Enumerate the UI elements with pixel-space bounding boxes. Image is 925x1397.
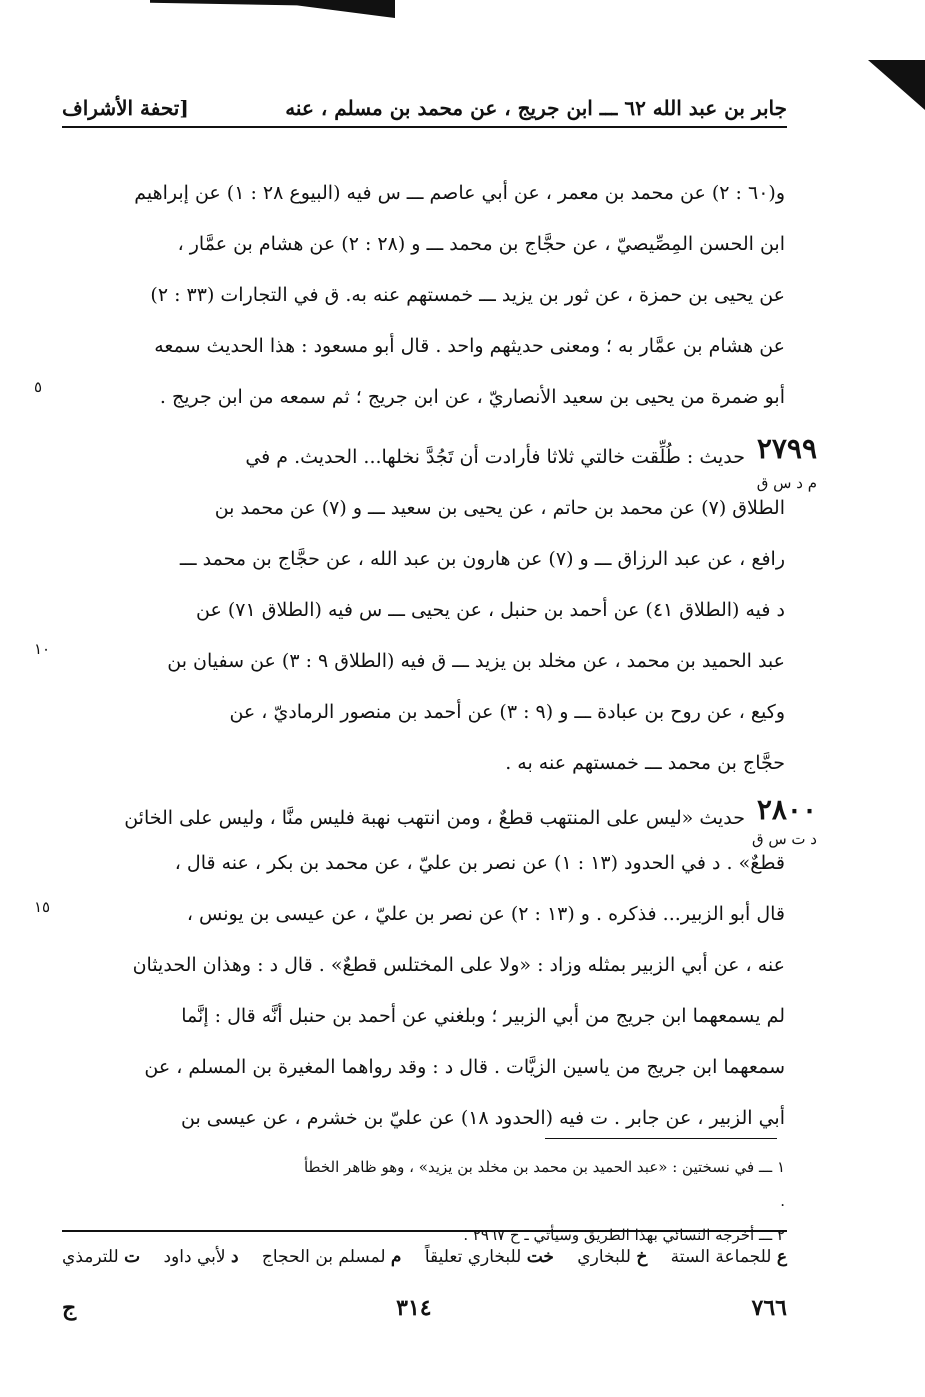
text-line: قطعٌ» . د في الحدود (١٣ : ١) عن نصر بن عليّ ، عن محمد بن بكر ، عنه قال ،: [174, 852, 785, 874]
abbreviation-item: [577, 1247, 647, 1267]
text-line: أبي الزبير ، عن جابر . ت فيه (الحدود ١٨) عن عليّ بن خشرم ، عن عيسى بن: [181, 1107, 785, 1129]
abbreviation-code: ت: [124, 1247, 141, 1267]
footer-serial-number: ٧٦٦: [751, 1295, 787, 1321]
hadith-first-line: [62, 793, 745, 844]
hadith-number: ٢٧٩٩: [756, 432, 817, 465]
abbreviation-label: للبخاري: [577, 1247, 631, 1267]
footnote: ١ ـــ في نسختين : «عبد الحميد بن محمد بن مخلد بن يزيد» ، وهو ظاهر الخطأ .: [303, 1158, 785, 1210]
text-line: عن يحيى بن حمزة ، عن ثور بن يزيد ـــ خمستهم عنه به. ق في التجارات (٣٣ : ٢): [150, 284, 785, 306]
abbreviation-label: للترمذي: [62, 1247, 119, 1267]
text-line: و(٦٠ : ٢) عن محمد بن معمر ، عن أبي عاصم ـــ س فيه (البيوع ٢٨ : ١) عن إبراهيم: [134, 182, 785, 204]
page-number: ٣١٤: [396, 1295, 432, 1321]
abbreviation-code: خ: [636, 1247, 648, 1267]
abbreviation-label: لأبي داود: [163, 1247, 226, 1267]
text-line: عنه ، عن أبي الزبير بمثله وزاد : «ولا على المختلس قطعٌ» . قال د : وهذان الحديثان: [132, 954, 785, 976]
text-line: وكيع ، عن روح بن عبادة ـــ و (٩ : ٣) عن أحمد بن منصور الرماديّ ، عن: [229, 701, 785, 723]
text-line: ابن الحسن المِصِّيصيّ ، عن حجَّاج بن محمد ـــ و (٢٨ : ٢) عن هشام بن عمَّار ،: [177, 233, 785, 255]
continuation-paragraph: [62, 168, 785, 423]
abbreviation-item: [62, 1247, 140, 1267]
abbreviation-code: د: [230, 1247, 239, 1267]
abbreviation-key: [62, 1240, 787, 1274]
running-head: [62, 90, 787, 128]
footnotes: [300, 1150, 785, 1252]
text-line: حديث : طُلِّقت خالتي ثلاثا فأرادت أن تَجُدَّ نخلها... الحديث. م في: [245, 446, 745, 468]
text-line: أبو ضمرة من يحيى بن سعيد الأنصاريّ ، عن ابن جريج ؛ ثم سمعه من ابن جريج .: [159, 386, 785, 408]
hadith-paragraph: [62, 483, 785, 789]
abbreviation-item: [671, 1247, 787, 1267]
page-footer: [62, 1290, 787, 1326]
running-head-left: [تحفة الأشراف: [62, 96, 189, 120]
hadith-first-line: [62, 432, 745, 483]
line-number-marker: ١٠: [34, 640, 51, 658]
abbreviation-code: خت: [526, 1247, 554, 1267]
text-line: عن هشام بن عمَّار به ؛ ومعنى حديثهم واحد . قال أبو مسعود : هذا الحديث سمعه: [154, 335, 785, 357]
abbreviation-code: م: [390, 1247, 402, 1267]
running-head-right: جابر بن عبد الله ٦٢ ـــ ابن جريج ، عن محمد بن مسلم ، عنه: [285, 96, 787, 120]
text-line: حديث «ليس على المنتهب قطعٌ ، ومن انتهب نهبة فليس منَّا ، وليس على الخائن: [124, 807, 745, 829]
bottom-rule: [62, 1230, 787, 1232]
line-number-marker: ٥: [34, 378, 43, 396]
text-line: رافع ، عن عبد الرزاق ـــ و (٧) عن هارون بن عبد الله ، عن حجَّاج بن محمد ـــ: [179, 548, 785, 570]
text-line: د فيه (الطلاق ٤١) عن أحمد بن حنبل ، عن يحيى ـــ س فيه (الطلاق ٧١) عن: [196, 599, 785, 621]
abbreviation-item: [163, 1247, 238, 1267]
text-line: حجَّاج بن محمد ـــ خمستهم عنه به .: [505, 752, 785, 774]
hadith-paragraph: [62, 838, 785, 1144]
text-line: لم يسمعهما ابن جريج من أبي الزبير ؛ وبلغني عن أحمد بن حنبل أنَّه قال : إنَّما: [181, 1005, 785, 1027]
text-line: سمعهما ابن جريج من ياسين الزيَّات . قال د : وقد رواهما المغيرة بن المسلم ، عن: [144, 1056, 785, 1078]
hadith-sigla: م د س ق: [756, 474, 817, 492]
hadith-sigla: د ت س ق: [751, 830, 817, 848]
text-line: عبد الحميد بن محمد ، عن مخلد بن يزيد ـــ ق فيه (الطلاق ٩ : ٣) عن سفيان بن: [167, 650, 785, 672]
hadith-number: ٢٨٠٠: [756, 793, 817, 826]
volume-mark: ج: [62, 1295, 77, 1321]
footnote: ٢ ـــ أخرجه النسائي بهذا الطريق وسيأتي ـ ح ٢٩٦٧ .: [463, 1226, 785, 1244]
abbreviation-label: للجماعة الستة: [670, 1247, 772, 1267]
text-line: الطلاق (٧) عن محمد بن حاتم ، عن يحيى بن سعيد ـــ و (٧) عن محمد بن: [214, 497, 785, 519]
abbreviation-item: [425, 1247, 554, 1267]
footnote-rule: [545, 1138, 777, 1139]
abbreviation-label: للبخاري تعليقاً: [424, 1247, 522, 1267]
abbreviation-item: [262, 1247, 402, 1267]
abbreviation-label: لمسلم بن الحجاج: [261, 1247, 386, 1267]
abbreviation-code: ع: [776, 1247, 787, 1267]
text-line: قال أبو الزبير... فذكره . و (١٣ : ٢) عن نصر بن عليّ ، عن عيسى بن يونس ،: [186, 903, 785, 925]
line-number-marker: ١٥: [34, 898, 51, 916]
